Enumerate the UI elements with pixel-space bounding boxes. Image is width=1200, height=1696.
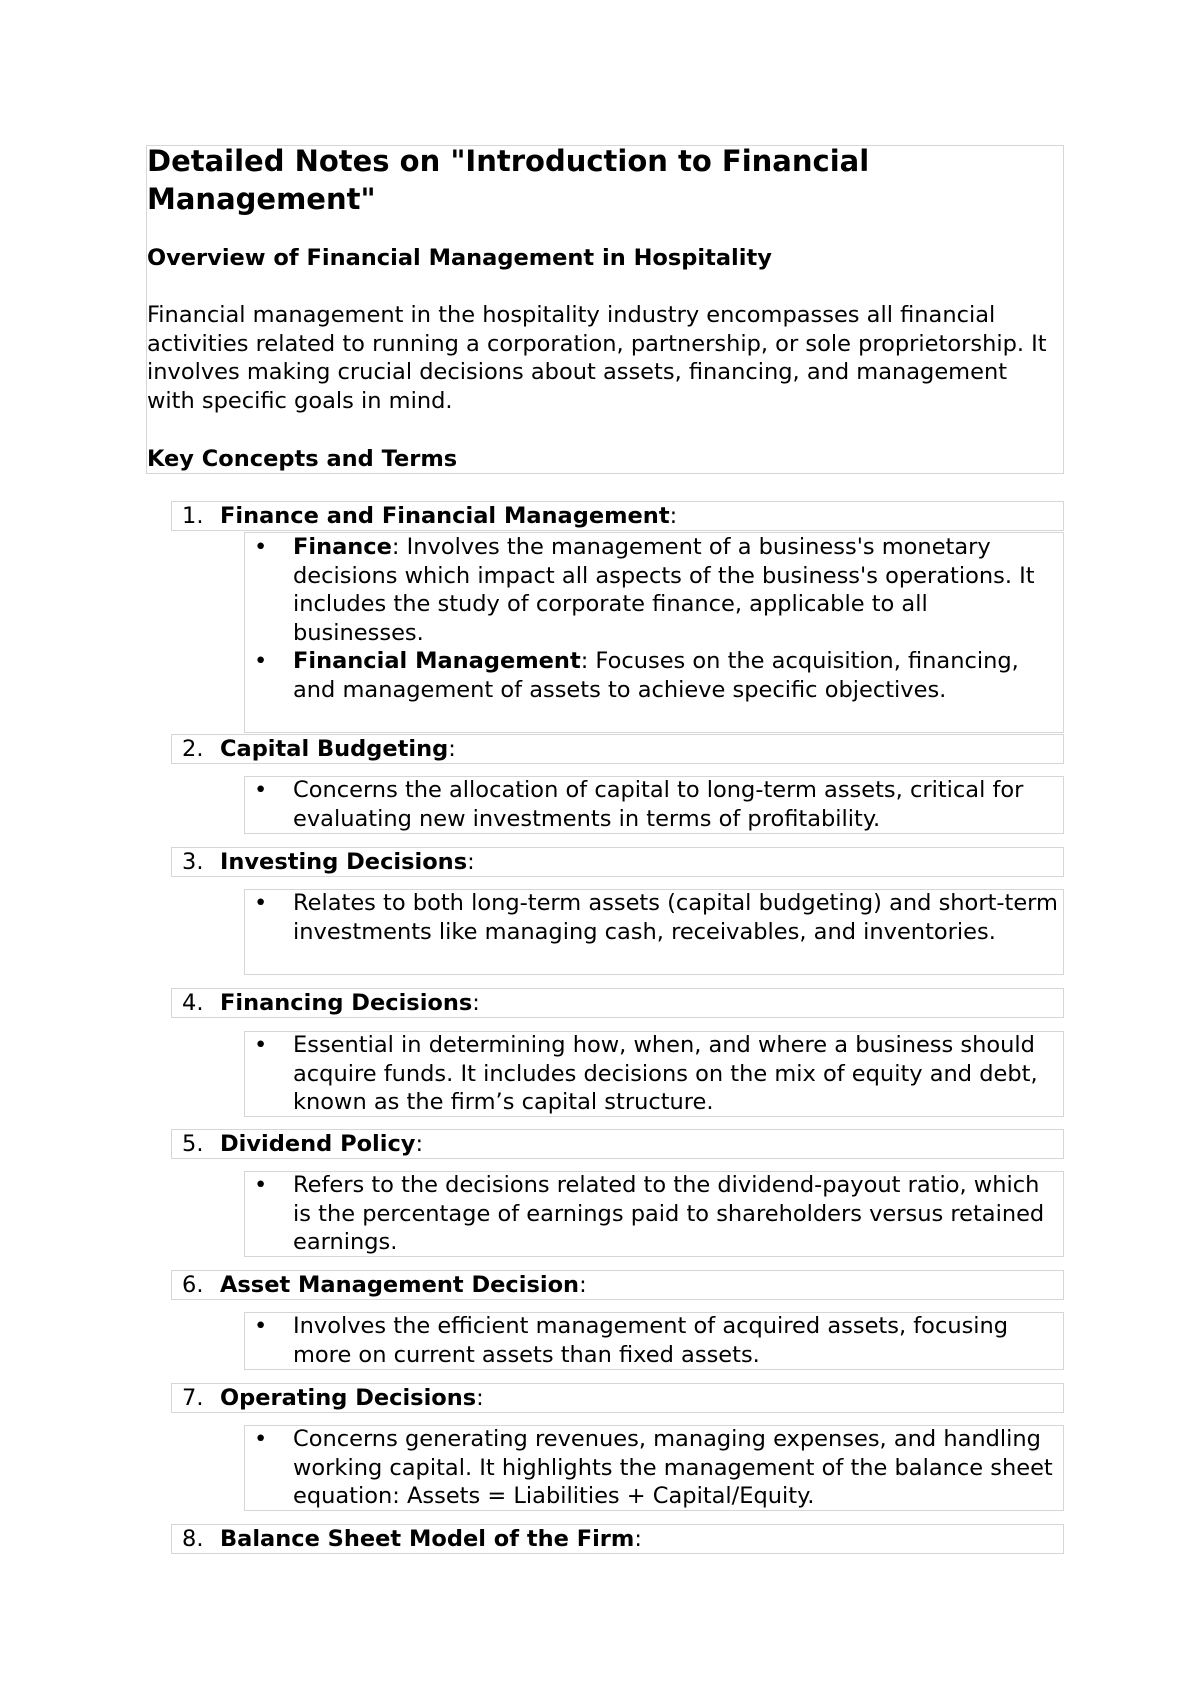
item-5-title bbox=[220, 1129, 423, 1159]
item-4-title-text: Financing Decisions bbox=[220, 990, 473, 1016]
item-8-title-text: Balance Sheet Model of the Firm bbox=[220, 1526, 635, 1552]
item-8-title-suffix: : bbox=[634, 1526, 642, 1552]
item-6-number: 6. bbox=[182, 1272, 204, 1298]
item-7-number: 7. bbox=[182, 1385, 204, 1411]
item-6-title-suffix: : bbox=[579, 1272, 587, 1298]
key-concepts-heading: Key Concepts and Terms bbox=[147, 446, 458, 472]
item-1-bullet-1-text: : Involves the management of a business's monetary decisions which impact all aspects of the business's operations. It includes the study of corporate finance, applicable to all businesses. bbox=[293, 534, 1035, 646]
item-1-bullet-2-term: Financial Management bbox=[293, 648, 581, 674]
overview-paragraph: Financial management in the hospitality industry encompasses all financial activities related to running a corporation, partnership, or sole proprietorship. It involves making crucial decisions about assets, financing, and management with specific goals in mind. bbox=[147, 302, 1047, 414]
item-5-bullet-1: Refers to the decisions related to the dividend-payout ratio, which is the percentage of earnings paid to shareholders versus retained earnings. bbox=[293, 1172, 1045, 1256]
item-5-title-text: Dividend Policy bbox=[220, 1131, 416, 1157]
item-6-title bbox=[220, 1270, 587, 1300]
bullet-glyph: • bbox=[254, 1172, 268, 1198]
item-1-bullet-2-text: : Focuses on the acquisition, financing, and management of assets to achieve specific objectives. bbox=[293, 648, 1019, 703]
item-2-title-suffix: : bbox=[448, 736, 456, 762]
item-5-title-suffix: : bbox=[415, 1131, 424, 1157]
bullet-glyph: • bbox=[254, 777, 268, 803]
item-2-title-text: Capital Budgeting bbox=[220, 736, 449, 762]
item-7-bullet-1: Concerns generating revenues, managing expenses, and handling working capital. It highlights the management of the balance sheet equation: Assets = Liabilities + Capital/Equity. bbox=[293, 1426, 1053, 1510]
item-2-title bbox=[220, 734, 456, 764]
item-1-bullet-2 bbox=[293, 647, 1063, 704]
document-title: Detailed Notes on "Introduction to Financial Management" bbox=[147, 144, 870, 216]
item-1-title bbox=[220, 501, 677, 531]
bullet-glyph: • bbox=[254, 890, 268, 916]
bullet-glyph: • bbox=[254, 534, 268, 560]
item-7-title bbox=[220, 1383, 484, 1413]
item-4-number: 4. bbox=[182, 990, 204, 1016]
item-1-number: 1. bbox=[182, 503, 204, 529]
item-7-title-suffix: : bbox=[476, 1385, 484, 1411]
bullet-glyph: • bbox=[254, 1426, 268, 1452]
overview-heading: Overview of Financial Management in Hospitality bbox=[147, 245, 772, 271]
item-3-title-text: Investing Decisions bbox=[220, 849, 468, 875]
bullet-glyph: • bbox=[254, 1032, 268, 1058]
item-6-bullet-1: Involves the efficient management of acquired assets, focusing more on current assets than fixed assets. bbox=[293, 1313, 1009, 1368]
item-7-title-text: Operating Decisions bbox=[220, 1385, 477, 1411]
item-8-number: 8. bbox=[182, 1526, 204, 1552]
item-4-bullet-1: Essential in determining how, when, and where a business should acquire funds. It includes decisions on the mix of equity and debt, known as the firm’s capital structure. bbox=[293, 1032, 1038, 1116]
bullet-glyph: • bbox=[254, 648, 268, 674]
item-1-bullet-1 bbox=[293, 533, 1063, 647]
item-3-title-suffix: : bbox=[467, 849, 475, 875]
item-1-title-suffix: : bbox=[669, 503, 678, 529]
item-8-title bbox=[220, 1524, 642, 1554]
item-2-bullet-1: Concerns the allocation of capital to long-term assets, critical for evaluating new investments in terms of profitability. bbox=[293, 777, 1024, 832]
item-1-title-text: Finance and Financial Management bbox=[220, 503, 670, 529]
item-3-bullet-1: Relates to both long-term assets (capital budgeting) and short-term investments like managing cash, receivables, and inventories. bbox=[293, 890, 1058, 945]
item-3-number: 3. bbox=[182, 849, 204, 875]
item-4-title bbox=[220, 988, 480, 1018]
bullet-glyph: • bbox=[254, 1313, 268, 1339]
item-5-number: 5. bbox=[182, 1131, 204, 1157]
item-3-title bbox=[220, 847, 475, 877]
item-4-title-suffix: : bbox=[472, 990, 480, 1016]
item-6-title-text: Asset Management Decision bbox=[220, 1272, 580, 1298]
item-2-number: 2. bbox=[182, 736, 204, 762]
item-1-bullet-1-term: Finance bbox=[293, 534, 392, 560]
